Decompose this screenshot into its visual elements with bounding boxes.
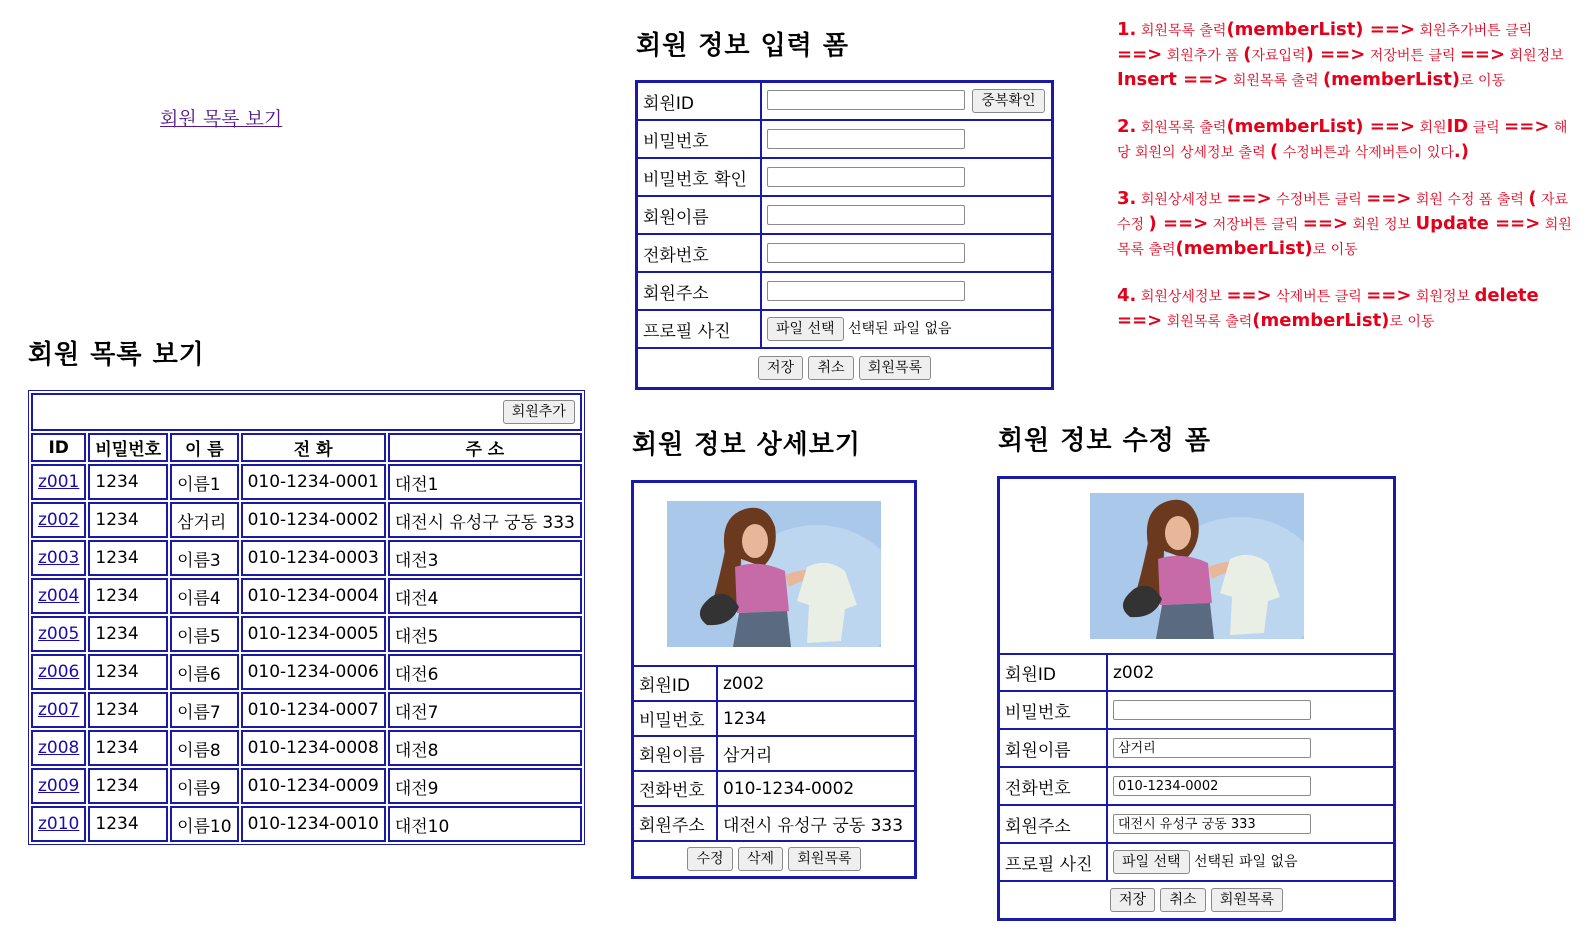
detail-photo-cell — [633, 482, 915, 666]
insert-cell-phone — [761, 234, 1052, 272]
member-password-cell: 1234 — [88, 464, 168, 500]
detail-row-address — [633, 806, 915, 841]
header-id: ID — [31, 433, 86, 462]
note-text: 회원 정보 — [1348, 217, 1416, 233]
note-text: (memberList) — [1252, 310, 1390, 331]
note-text: 회원목록 출력 — [1140, 120, 1227, 136]
note-text: 저장버튼 클릭 — [1208, 217, 1303, 233]
update-phone-input[interactable]: 010-1234-0002 — [1113, 776, 1311, 796]
detail-row-phone — [633, 771, 915, 806]
member-id-link[interactable]: z007 — [38, 700, 80, 720]
member-id-link[interactable]: z009 — [38, 776, 80, 796]
update-password-input[interactable] — [1113, 700, 1311, 720]
update-save-button[interactable]: 저장 — [1110, 888, 1155, 912]
note-text: 회원 수정 폼 출력 — [1411, 192, 1529, 208]
insert-password-input[interactable] — [767, 129, 965, 149]
update-cell-password — [1107, 691, 1394, 729]
detail-actions-cell — [633, 841, 915, 877]
member-name-cell: 이름3 — [170, 540, 238, 576]
member-password-cell: 1234 — [88, 692, 168, 728]
profile-photo — [1090, 493, 1304, 639]
detail-label-name: 회원이름 — [633, 736, 717, 771]
update-label-address: 회원주소 — [999, 805, 1107, 843]
detail-value-password: 1234 — [717, 701, 915, 736]
member-name-cell: 이름6 — [170, 654, 238, 690]
note-text: 수정버튼과 삭제버튼이 있다 — [1278, 145, 1454, 161]
update-photo-row — [999, 478, 1394, 654]
note-text: 회원상세정보 — [1140, 289, 1227, 305]
insert-cell-password — [761, 120, 1052, 158]
update-label-id: 회원ID — [999, 654, 1107, 691]
note-text: 회원목록 출력 — [1228, 73, 1323, 89]
member-list-header-row — [31, 433, 582, 462]
note-text: 로 이동 — [1460, 73, 1506, 89]
table-row — [31, 464, 582, 500]
note-text: ==> — [1226, 188, 1272, 209]
update-row-photo — [999, 843, 1394, 881]
detail-row-password — [633, 701, 915, 736]
update-row-password — [999, 691, 1394, 729]
insert-row-password — [637, 120, 1052, 158]
update-row-address — [999, 805, 1394, 843]
update-cell-photo — [1107, 843, 1394, 881]
workflow-note — [1117, 284, 1572, 334]
member-id-link[interactable]: z004 — [38, 586, 80, 606]
header-name: 이 름 — [170, 433, 238, 462]
update-row-actions — [999, 881, 1394, 919]
note-text: ==> — [1504, 116, 1550, 137]
update-list-button[interactable]: 회원목록 — [1211, 888, 1283, 912]
table-row — [31, 730, 582, 766]
insert-cell-id — [761, 82, 1052, 120]
note-text: ==> — [1226, 285, 1272, 306]
update-cancel-button[interactable]: 취소 — [1160, 888, 1205, 912]
insert-label-password: 비밀번호 — [637, 120, 761, 158]
member-address-cell: 대전시 유성구 궁동 333 — [388, 502, 582, 538]
member-name-cell: 이름8 — [170, 730, 238, 766]
update-file-select-button[interactable]: 파일 선택 — [1113, 850, 1190, 874]
note-text: Update ==> — [1415, 213, 1541, 234]
note-number: 4. — [1117, 285, 1137, 306]
workflow-note — [1117, 115, 1572, 165]
note-number: 3. — [1117, 188, 1137, 209]
note-text: 회원목록 출력 — [1162, 314, 1253, 330]
detail-value-id: z002 — [717, 666, 915, 701]
insert-save-button[interactable]: 저장 — [758, 356, 803, 380]
member-phone-cell: 010-1234-0009 — [241, 768, 386, 804]
member-id-cell — [31, 730, 86, 766]
detail-row-name — [633, 736, 915, 771]
member-name-cell: 이름4 — [170, 578, 238, 614]
insert-row-id — [637, 82, 1052, 120]
member-id-cell — [31, 616, 86, 652]
member-list-toolbar-row — [31, 393, 582, 431]
member-address-cell: 대전7 — [388, 692, 582, 728]
insert-row-photo — [637, 310, 1052, 348]
update-form-table — [997, 476, 1396, 921]
toolbar-cell — [31, 393, 582, 431]
detail-value-phone: 010-1234-0002 — [717, 771, 915, 806]
note-text: ) ==> — [1148, 213, 1209, 234]
note-text: 회원목록 출력 — [1117, 217, 1572, 258]
member-password-cell: 1234 — [88, 806, 168, 842]
insert-phone-input[interactable] — [767, 243, 965, 263]
note-text: ( — [1243, 44, 1252, 65]
member-id-cell — [31, 578, 86, 614]
update-row-phone — [999, 767, 1394, 805]
update-cell-phone — [1107, 767, 1394, 805]
detail-photo-row — [633, 482, 915, 666]
member-name-cell: 삼거리 — [170, 502, 238, 538]
insert-form-table — [635, 80, 1054, 390]
member-address-cell: 대전8 — [388, 730, 582, 766]
member-name-cell: 이름10 — [170, 806, 238, 842]
header-password: 비밀번호 — [88, 433, 168, 462]
member-address-cell: 대전3 — [388, 540, 582, 576]
member-id-cell — [31, 502, 86, 538]
note-text: ==> — [1117, 44, 1163, 65]
update-row-name — [999, 729, 1394, 767]
member-list-title: 회원 목록 보기 — [28, 340, 205, 370]
note-number: 1. — [1117, 19, 1137, 40]
detail-label-id: 회원ID — [633, 666, 717, 701]
member-address-cell: 대전5 — [388, 616, 582, 652]
workflow-notes — [1117, 18, 1572, 356]
insert-row-password-confirm — [637, 158, 1052, 196]
note-text: 회원추가버튼 클릭 — [1415, 23, 1533, 39]
update-row-id — [999, 654, 1394, 691]
insert-row-phone — [637, 234, 1052, 272]
update-label-name: 회원이름 — [999, 729, 1107, 767]
member-phone-cell: 010-1234-0003 — [241, 540, 386, 576]
note-text: 회원추가 폼 — [1162, 48, 1244, 64]
detail-view-title: 회원 정보 상세보기 — [632, 430, 862, 460]
note-text: (memberList) ==> — [1226, 116, 1416, 137]
insert-file-select-button[interactable]: 파일 선택 — [767, 317, 844, 341]
note-text: 저장버튼 클릭 — [1365, 48, 1460, 64]
insert-row-name — [637, 196, 1052, 234]
member-phone-cell: 010-1234-0001 — [241, 464, 386, 500]
insert-cell-address — [761, 272, 1052, 310]
note-text: 회원 — [1415, 120, 1447, 136]
detail-label-password: 비밀번호 — [633, 701, 717, 736]
update-actions-cell — [999, 881, 1394, 919]
detail-view-table — [631, 480, 917, 879]
insert-label-phone: 전화번호 — [637, 234, 761, 272]
detail-value-address: 대전시 유성구 궁동 333 — [717, 806, 915, 841]
detail-row-id — [633, 666, 915, 701]
table-row — [31, 502, 582, 538]
member-address-cell: 대전1 — [388, 464, 582, 500]
insert-row-address — [637, 272, 1052, 310]
note-text: 로 이동 — [1312, 242, 1358, 258]
table-row — [31, 806, 582, 842]
update-form-title: 회원 정보 수정 폼 — [998, 426, 1211, 456]
insert-list-button[interactable]: 회원목록 — [859, 356, 931, 380]
note-text: ( — [1528, 188, 1537, 209]
workflow-note — [1117, 18, 1572, 93]
insert-id-input[interactable] — [767, 90, 965, 110]
member-name-cell: 이름9 — [170, 768, 238, 804]
insert-label-address: 회원주소 — [637, 272, 761, 310]
update-name-input[interactable]: 삼거리 — [1113, 738, 1311, 758]
note-text: ==> — [1302, 213, 1348, 234]
insert-label-id: 회원ID — [637, 82, 761, 120]
insert-label-photo: 프로필 사진 — [637, 310, 761, 348]
note-text: 자료 수정 — [1117, 192, 1569, 233]
member-name-cell: 이름5 — [170, 616, 238, 652]
note-text: 삭제버튼 클릭 — [1271, 289, 1367, 305]
insert-file-status: 선택된 파일 없음 — [848, 321, 952, 337]
detail-label-address: 회원주소 — [633, 806, 717, 841]
update-cell-address — [1107, 805, 1394, 843]
member-address-cell: 대전6 — [388, 654, 582, 690]
duplicate-check-button[interactable]: 중복확인 — [972, 89, 1044, 113]
update-label-photo: 프로필 사진 — [999, 843, 1107, 881]
note-text: (memberList) — [1322, 69, 1461, 90]
member-phone-cell: 010-1234-0007 — [241, 692, 386, 728]
member-id-cell — [31, 768, 86, 804]
note-text: 해당 회원의 상세정보 출력 — [1117, 120, 1568, 161]
table-row — [31, 692, 582, 728]
update-label-phone: 전화번호 — [999, 767, 1107, 805]
member-id-link[interactable]: z001 — [38, 472, 80, 492]
note-text: .) — [1453, 141, 1469, 162]
note-text: 회원목록 출력 — [1140, 23, 1227, 39]
member-name-cell: 이름1 — [170, 464, 238, 500]
member-id-cell — [31, 692, 86, 728]
member-id-cell — [31, 654, 86, 690]
member-id-link[interactable]: z002 — [38, 510, 80, 530]
insert-cell-password-confirm — [761, 158, 1052, 196]
update-value-id: z002 — [1107, 654, 1394, 691]
table-row — [31, 540, 582, 576]
note-text: ==> — [1366, 285, 1412, 306]
header-phone: 전 화 — [241, 433, 386, 462]
update-photo-cell — [999, 478, 1394, 654]
member-password-cell: 1234 — [88, 616, 168, 652]
member-phone-cell: 010-1234-0010 — [241, 806, 386, 842]
note-text: 회원정보 — [1505, 48, 1564, 64]
insert-label-password-confirm: 비밀번호 확인 — [637, 158, 761, 196]
member-password-cell: 1234 — [88, 654, 168, 690]
member-phone-cell: 010-1234-0002 — [241, 502, 386, 538]
member-id-cell — [31, 806, 86, 842]
note-text: ( — [1270, 141, 1279, 162]
note-text: ID — [1446, 116, 1469, 137]
note-text: delete ==> — [1117, 285, 1539, 331]
member-password-cell: 1234 — [88, 730, 168, 766]
member-phone-cell: 010-1234-0004 — [241, 578, 386, 614]
member-name-cell: 이름7 — [170, 692, 238, 728]
detail-value-name: 삼거리 — [717, 736, 915, 771]
member-id-cell — [31, 464, 86, 500]
detail-label-phone: 전화번호 — [633, 771, 717, 806]
insert-cell-photo — [761, 310, 1052, 348]
member-password-cell: 1234 — [88, 540, 168, 576]
member-password-cell: 1234 — [88, 502, 168, 538]
insert-address-input[interactable] — [767, 281, 965, 301]
member-list-body — [31, 464, 582, 842]
member-phone-cell: 010-1234-0005 — [241, 616, 386, 652]
table-row — [31, 616, 582, 652]
member-id-cell — [31, 540, 86, 576]
member-password-cell: 1234 — [88, 768, 168, 804]
add-member-button[interactable]: 회원추가 — [503, 400, 575, 424]
member-id-link[interactable]: z010 — [38, 814, 80, 834]
note-text: ) ==> — [1305, 44, 1366, 65]
member-list-table — [28, 390, 585, 845]
insert-name-input[interactable] — [767, 205, 965, 225]
update-cell-name — [1107, 729, 1394, 767]
note-text: ==> — [1459, 44, 1506, 65]
member-address-cell: 대전9 — [388, 768, 582, 804]
insert-row-actions — [637, 348, 1052, 388]
member-address-cell: 대전10 — [388, 806, 582, 842]
note-text: 회원상세정보 — [1140, 192, 1227, 208]
note-text: 회원정보 — [1411, 289, 1475, 305]
detail-edit-button[interactable]: 수정 — [687, 847, 732, 871]
note-text: 자료입력 — [1251, 48, 1306, 64]
update-address-input[interactable]: 대전시 유성구 궁동 333 — [1113, 814, 1311, 834]
note-text: 클릭 — [1468, 120, 1505, 136]
note-text: Insert ==> — [1117, 69, 1229, 90]
note-text: 로 이동 — [1389, 314, 1435, 330]
member-list-link[interactable]: 회원 목록 보기 — [160, 108, 283, 130]
insert-label-name: 회원이름 — [637, 196, 761, 234]
insert-password-confirm-input[interactable] — [767, 167, 965, 187]
update-file-status: 선택된 파일 없음 — [1194, 854, 1298, 870]
insert-form-title: 회원 정보 입력 폼 — [636, 31, 849, 61]
member-id-link[interactable]: z006 — [38, 662, 80, 682]
member-phone-cell: 010-1234-0006 — [241, 654, 386, 690]
member-phone-cell: 010-1234-0008 — [241, 730, 386, 766]
detail-delete-button[interactable]: 삭제 — [738, 847, 783, 871]
member-password-cell: 1234 — [88, 578, 168, 614]
member-id-link[interactable]: z003 — [38, 548, 80, 568]
insert-actions-cell — [637, 348, 1052, 388]
member-id-link[interactable]: z005 — [38, 624, 80, 644]
profile-photo — [667, 501, 881, 647]
header-address: 주 소 — [388, 433, 582, 462]
detail-row-actions — [633, 841, 915, 877]
table-row — [31, 654, 582, 690]
update-label-password: 비밀번호 — [999, 691, 1107, 729]
note-text: (memberList) — [1175, 238, 1313, 259]
detail-list-button[interactable]: 회원목록 — [788, 847, 860, 871]
note-text: 수정버튼 클릭 — [1271, 192, 1367, 208]
table-row — [31, 768, 582, 804]
note-number: 2. — [1117, 116, 1137, 137]
workflow-note — [1117, 187, 1572, 262]
insert-cell-name — [761, 196, 1052, 234]
note-text: ==> — [1366, 188, 1412, 209]
note-text: (memberList) ==> — [1226, 19, 1416, 40]
table-row — [31, 578, 582, 614]
member-id-link[interactable]: z008 — [38, 738, 80, 758]
insert-cancel-button[interactable]: 취소 — [808, 356, 853, 380]
member-address-cell: 대전4 — [388, 578, 582, 614]
